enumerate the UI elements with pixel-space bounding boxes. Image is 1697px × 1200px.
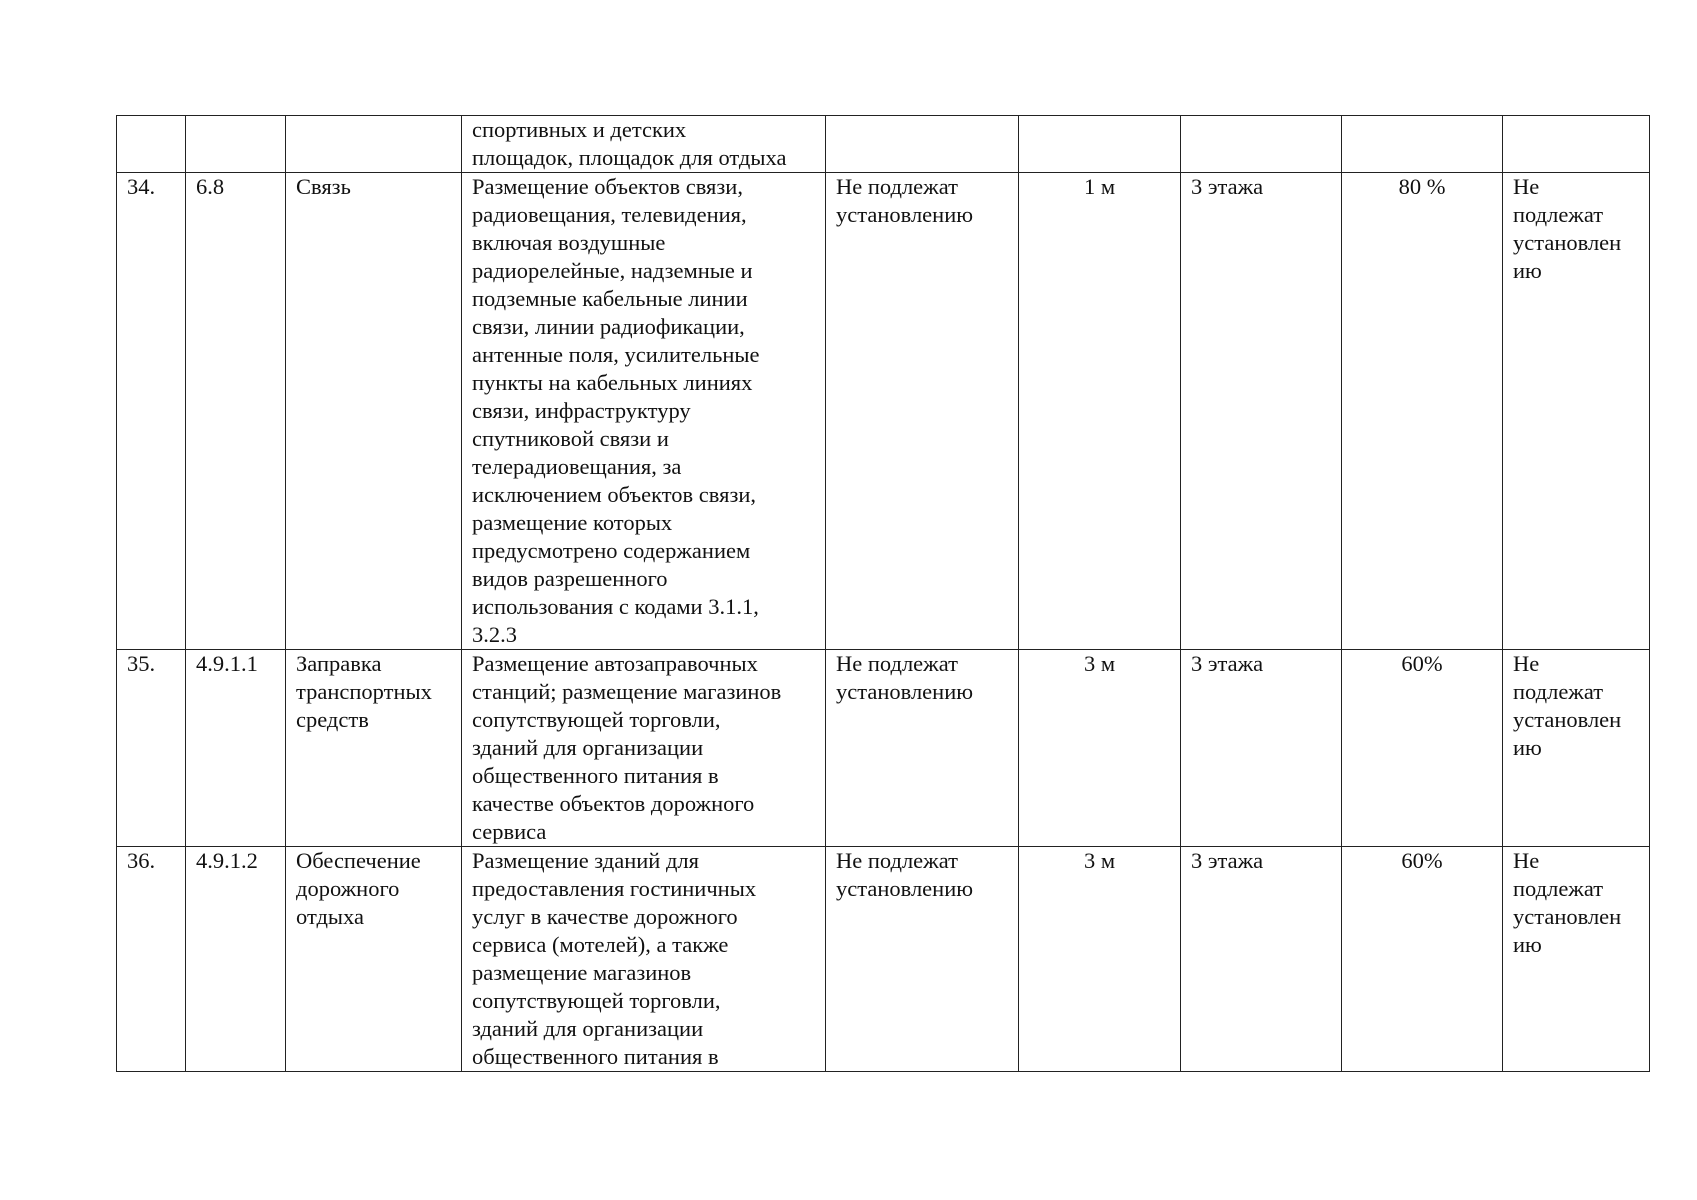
use-name-cell bbox=[286, 116, 462, 173]
setback-cell: 1 м bbox=[1019, 173, 1181, 650]
other-params-cell bbox=[1503, 116, 1650, 173]
floors-cell bbox=[1181, 116, 1342, 173]
setback-cell bbox=[1019, 116, 1181, 173]
floors-cell: 3 этажа bbox=[1181, 650, 1342, 847]
floors-cell: 3 этажа bbox=[1181, 173, 1342, 650]
use-code-cell: 4.9.1.1 bbox=[186, 650, 286, 847]
other-params-cell: Не подлежат установлен ию bbox=[1503, 847, 1650, 1072]
min-area-cell: Не подлежат установлению bbox=[826, 650, 1019, 847]
use-description-cell: Размещение объектов связи, радиовещания, телевидения, включая воздушные радиорелейные, надземные и подземные кабельные линии связи, линии радиофикации, антенные поля, усилительные пункты на кабельных линиях связи, инфраструктуру спутниковой связи и телерадиовещания, за исключением объектов связи, размещение которых предусмотрено содержанием видов разрешенного использования с кодами 3.1.1, 3.2.3 bbox=[462, 173, 826, 650]
land-use-regulations-table bbox=[116, 115, 1650, 1072]
table-row bbox=[117, 173, 1650, 650]
row-number-cell bbox=[117, 116, 186, 173]
use-name-cell: Связь bbox=[286, 173, 462, 650]
min-area-cell: Не подлежат установлению bbox=[826, 173, 1019, 650]
use-description-cell: Размещение автозаправочных станций; размещение магазинов сопутствующей торговли, зданий для организации общественного питания в качестве объектов дорожного сервиса bbox=[462, 650, 826, 847]
coverage-cell: 60% bbox=[1342, 847, 1503, 1072]
coverage-cell bbox=[1342, 116, 1503, 173]
coverage-cell: 60% bbox=[1342, 650, 1503, 847]
floors-cell: 3 этажа bbox=[1181, 847, 1342, 1072]
table-row bbox=[117, 650, 1650, 847]
other-params-cell: Не подлежат установлен ию bbox=[1503, 650, 1650, 847]
min-area-cell bbox=[826, 116, 1019, 173]
row-number-cell: 34. bbox=[117, 173, 186, 650]
use-name-cell: Заправка транспортных средств bbox=[286, 650, 462, 847]
other-params-cell: Не подлежат установлен ию bbox=[1503, 173, 1650, 650]
use-name-cell: Обеспечение дорожного отдыха bbox=[286, 847, 462, 1072]
setback-cell: 3 м bbox=[1019, 650, 1181, 847]
min-area-cell: Не подлежат установлению bbox=[826, 847, 1019, 1072]
row-number-cell: 35. bbox=[117, 650, 186, 847]
use-description-cell: Размещение зданий для предоставления гостиничных услуг в качестве дорожного сервиса (мотелей), а также размещение магазинов сопутствующей торговли, зданий для организации общественного питания в bbox=[462, 847, 826, 1072]
row-number-cell: 36. bbox=[117, 847, 186, 1072]
use-code-cell: 4.9.1.2 bbox=[186, 847, 286, 1072]
coverage-cell: 80 % bbox=[1342, 173, 1503, 650]
table-row bbox=[117, 116, 1650, 173]
use-code-cell: 6.8 bbox=[186, 173, 286, 650]
table-row bbox=[117, 847, 1650, 1072]
use-code-cell bbox=[186, 116, 286, 173]
setback-cell: 3 м bbox=[1019, 847, 1181, 1072]
use-description-cell: спортивных и детских площадок, площадок для отдыха bbox=[462, 116, 826, 173]
